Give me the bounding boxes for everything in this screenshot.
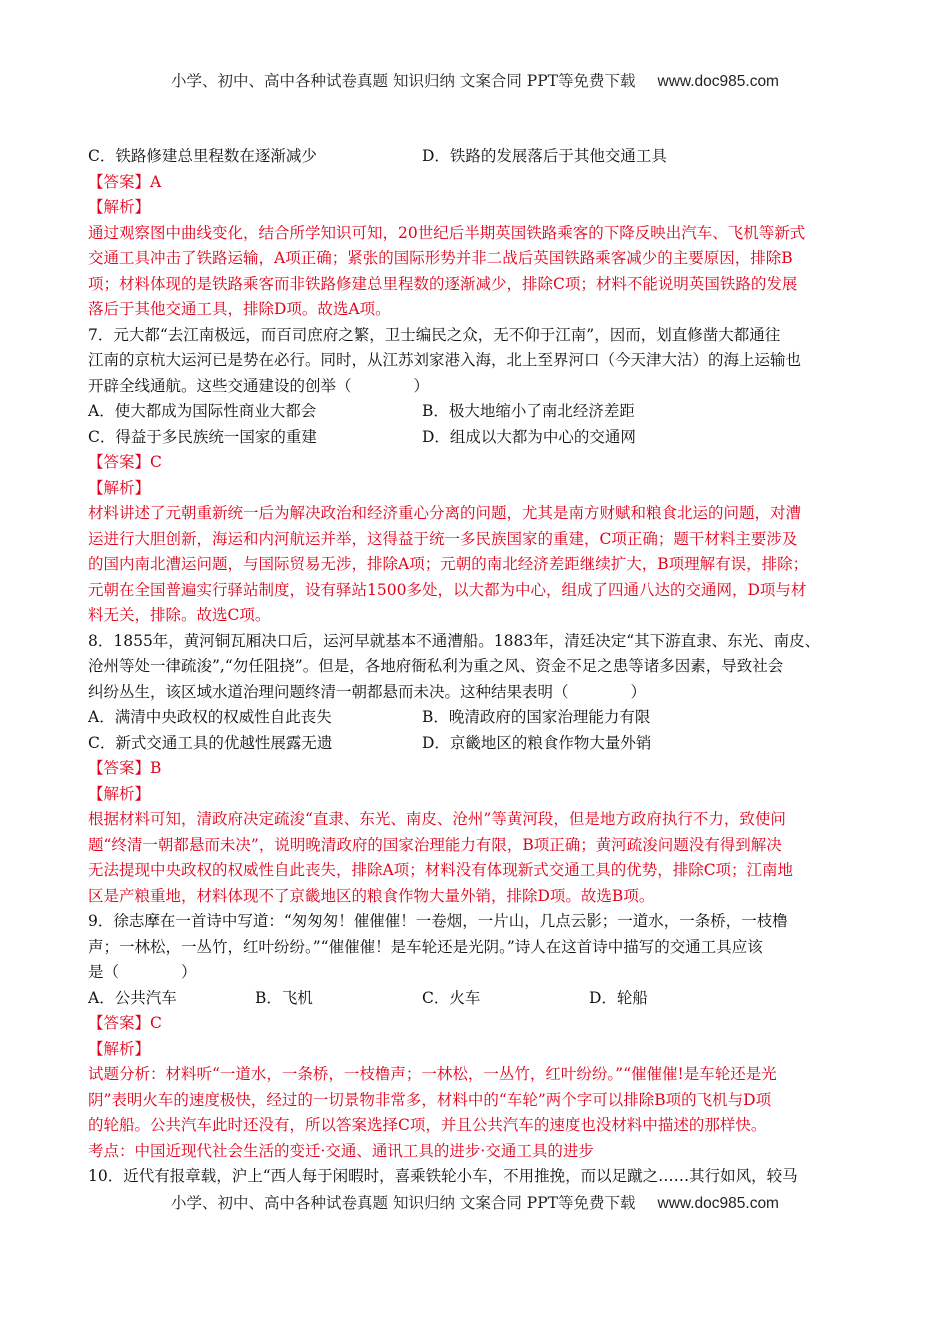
q6-analysis-line: 通过观察图中曲线变化，结合所学知识可知，20世纪后半期英国铁路乘客的下降反映出汽车、飞机等新式 (88, 223, 806, 242)
q8-options-row (88, 705, 868, 731)
q7-option-d: D．组成以大都为中心的交通网 (422, 427, 636, 446)
q9-option-a: A．公共汽车 (88, 988, 177, 1007)
q8-answer: 【答案】B (88, 759, 162, 777)
q9-analysis-line: 试题分析：材料听“一道水，一条桥，一枝橹声；一林松，一丛竹，红叶纷纷。”“催催催!是车轮还是光 (88, 1065, 777, 1083)
q8-option-c: C．新式交通工具的优越性展露无遗 (88, 733, 333, 752)
q6-analysis-line: 交通工具冲击了铁路运输，A项正确；紧张的国际形势并非二战后英国铁路乘客减少的主要原因，排除B (88, 249, 793, 267)
q6-options-row (88, 144, 868, 170)
q7-option-b: B．极大地缩小了南北经济差距 (422, 402, 635, 420)
q9-options-row (88, 986, 868, 1012)
q9-analysis-line: 阴”表明火车的速度极快，经过的一切景物非常多，材料中的“车轮”两个字可以排除B项的飞机与D项 (88, 1090, 772, 1109)
q9-analysis-label: 【解析】 (88, 1039, 151, 1058)
q7-options-row (88, 425, 868, 451)
q6-analysis-line: 落后于其他交通工具，排除D项。故选A项。 (88, 300, 391, 318)
q7-stem-line: 江南的京杭大运河已是势在必行。同时，从江苏刘家港入海，北上至界河口（今天津大沽）的海上运输也 (88, 351, 802, 369)
q7-options-row (88, 399, 868, 425)
header-url[interactable]: www.doc985.com (657, 73, 779, 90)
q7-analysis-line: 材料讲述了元朝重新统一后为解决政治和经济重心分离的问题，尤其是南方财赋和粮食北运的问题，对漕 (88, 504, 802, 522)
q6-answer: 【答案】A (88, 172, 162, 191)
q9-option-d: D．轮船 (589, 988, 648, 1007)
q8-stem-line: 纠纷丛生，该区域水道治理问题终清一朝都悬而未决。这种结果表明（ ） (88, 682, 647, 701)
q8-option-b: B．晚清政府的国家治理能力有限 (422, 708, 651, 726)
footer-text: 小学、初中、高中各种试卷真题 知识归纳 文案合同 PPT等免费下载 (171, 1194, 636, 1212)
q9-stem-line: 是（ ） (88, 963, 197, 981)
q7-analysis-line: 的国内南北漕运问题，与国际贸易无涉，排除A项；元朝的南北经济差距继续扩大，B项理解有误，排除； (88, 555, 809, 573)
q6-analysis-line: 项；材料体现的是铁路乘客而非铁路修建总里程数的逐渐减少，排除C项；材料不能说明英国铁路的发展 (88, 274, 798, 293)
q8-analysis-line: 根据材料可知，清政府决定疏浚“直隶、东光、南皮、沧州”等黄河段，但是地方政府执行不力，致使问 (88, 810, 786, 828)
q9-stem-line: 9．徐志摩在一首诗中写道：“匆匆匆！催催催！一卷烟，一片山，几点云影；一道水，一条桥，一枝橹 (88, 912, 788, 930)
q8-analysis-label: 【解析】 (88, 784, 151, 803)
q8-options-row (88, 731, 868, 757)
q8-analysis-line: 题“终清一朝都悬而未决”，说明晚清政府的国家治理能力有限，B项正确；黄河疏浚问题没有得到解决 (88, 835, 782, 854)
q8-analysis-line: 无法提现中央政权的权威性自此丧失，排除A项；材料没有体现新式交通工具的优势，排除C项；江南地 (88, 861, 794, 879)
page-header (0, 69, 950, 91)
header-text: 小学、初中、高中各种试卷真题 知识归纳 文案合同 PPT等免费下载 (171, 72, 636, 90)
q8-option-d: D．京畿地区的粮食作物大量外销 (422, 733, 652, 752)
q7-analysis-label: 【解析】 (88, 478, 151, 497)
q10-stem-line: 10．近代有报章载，沪上“西人每于闲暇时，喜乘铁轮小车，不用推挽，而以足蹴之……其行如风，较马 (88, 1167, 798, 1185)
document-body (88, 144, 868, 1190)
q9-answer: 【答案】C (88, 1014, 162, 1032)
q8-stem-line: 8．1855年，黄河铜瓦厢决口后，运河早就基本不通漕船。1883年，清廷决定“其下游直隶、东光、南皮、 (88, 631, 821, 650)
page-footer (0, 1191, 950, 1213)
q9-option-c: C．火车 (422, 988, 481, 1007)
q7-answer: 【答案】C (88, 453, 162, 471)
q8-analysis-line: 区是产粮重地，材料体现不了京畿地区的粮食作物大量外销，排除D项。故选B项。 (88, 886, 655, 905)
q7-analysis-line: 运进行大胆创新，海运和内河航运并举，这得益于统一多民族国家的重建，C项正确；题干材料主要涉及 (88, 529, 798, 548)
q8-option-a: A．满清中央政权的权威性自此丧失 (88, 708, 332, 726)
q7-option-c: C．得益于多民族统一国家的重建 (88, 427, 317, 446)
q7-analysis-line: 元朝在全国普遍实行驿站制度，设有驿站1500多处，以大都为中心，组成了四通八达的交通网，D项与材 (88, 580, 807, 599)
q7-option-a: A．使大都成为国际性商业大都会 (88, 402, 317, 420)
q7-stem-line: 7．元大都“去江南极远，而百司庶府之繁，卫士编民之众，无不仰于江南”，因而，划直修凿大都通往 (88, 325, 781, 344)
q7-stem-line: 开辟全线通航。这些交通建设的创举（ ） (88, 376, 430, 395)
q9-analysis-line: 考点：中国近现代社会生活的变迁·交通、通讯工具的进步·交通工具的进步 (88, 1141, 594, 1160)
q6-analysis-label: 【解析】 (88, 198, 151, 216)
footer-url[interactable]: www.doc985.com (657, 1195, 779, 1212)
q7-analysis-line: 料无关，排除。故选C项。 (88, 606, 271, 624)
q8-stem-line: 沧州等处一律疏浚”,“勿任阻挠”。但是，各地府衙私利为重之风、资金不足之患等诸多因素，导致社会 (88, 657, 784, 675)
q9-stem-line: 声；一林松，一丛竹，红叶纷纷。”“催催催！是车轮还是光阴。”诗人在这首诗中描写的交通工具应该 (88, 937, 763, 956)
q9-analysis-line: 的轮船。公共汽车此时还没有，所以答案选择C项，并且公共汽车的速度也没材料中描述的那样快。 (88, 1116, 767, 1134)
q6-option-c: C．铁路修建总里程数在逐渐减少 (88, 147, 317, 165)
q6-option-d: D．铁路的发展落后于其他交通工具 (422, 147, 667, 165)
q9-option-b: B．飞机 (255, 988, 313, 1007)
